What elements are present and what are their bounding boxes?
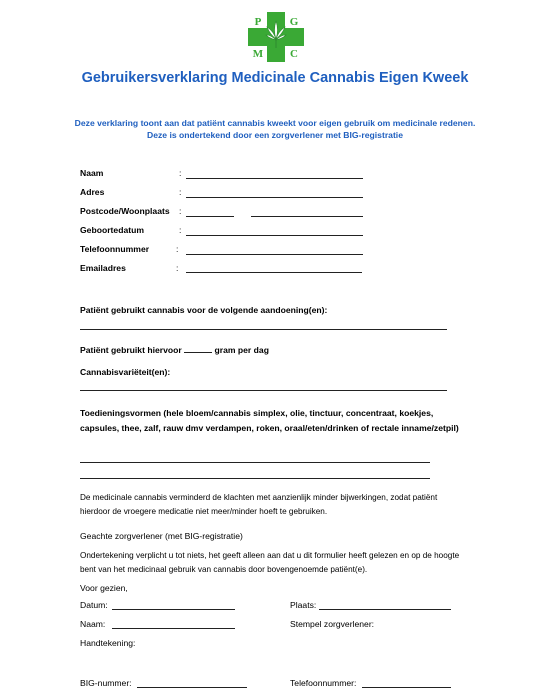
- logo-letter-p: P: [254, 16, 262, 28]
- variety-input-line[interactable]: [80, 390, 447, 391]
- logo-letter-g: G: [289, 16, 299, 28]
- emailadres-input-line[interactable]: [186, 272, 362, 273]
- administration-input-line-1[interactable]: [80, 462, 430, 463]
- field-label-postcode-woonplaats: Postcode/Woonplaats: [80, 206, 170, 216]
- naam-input-line[interactable]: [186, 178, 363, 179]
- field-label-adres: Adres: [80, 187, 105, 197]
- logo-letter-m: M: [252, 48, 264, 60]
- plaats-input-line[interactable]: [319, 609, 451, 610]
- naam-signer-input-line[interactable]: [112, 628, 235, 629]
- pgmc-logo: [248, 12, 304, 62]
- telefoonnummer-input-line[interactable]: [186, 254, 363, 255]
- field-colon: :: [179, 225, 182, 235]
- field-colon: :: [176, 263, 179, 273]
- telefoon-provider-input-line[interactable]: [362, 687, 451, 688]
- field-colon: :: [176, 244, 179, 254]
- intro-statement: Deze verklaring toont aan dat patiënt cannabis kweekt voor eigen gebruik om medicinale redenen. Deze is ondertekend door een zorgverlener met BIG-registratie: [74, 118, 476, 140]
- logo-letter-c: C: [290, 48, 298, 60]
- closing-text: Voor gezien,: [80, 583, 128, 593]
- field-label-telefoonnummer: Telefoonnummer: [80, 244, 150, 254]
- woonplaats-input-line[interactable]: [251, 216, 363, 217]
- field-label-naam: Naam: [80, 168, 104, 178]
- dosage-text-after: gram per dag: [214, 345, 269, 355]
- big-nummer-label: BIG-nummer:: [80, 678, 132, 688]
- field-colon: :: [179, 187, 182, 197]
- telefoon-provider-label: Telefoonnummer:: [290, 678, 357, 688]
- field-label-emailadres: Emailadres: [80, 263, 126, 273]
- stempel-label: Stempel zorgverlener:: [290, 619, 375, 629]
- plaats-label: Plaats:: [290, 600, 317, 610]
- administration-input-line-2[interactable]: [80, 478, 430, 479]
- administration-forms-text: Toedieningsvormen (hele bloem/cannabis simplex, olie, tinctuur, concentraat, koekjes, capsules, thee, zalf, rauw dmv verdampen, roken, oraal/eten/drinken of rectale inname/zetpil): [80, 408, 459, 433]
- condition-input-line[interactable]: [80, 329, 447, 330]
- variety-label: Cannabisvariëteit(en):: [80, 367, 171, 377]
- field-colon: :: [179, 168, 182, 178]
- datum-label: Datum:: [80, 600, 108, 610]
- dosage-text-before: Patiënt gebruikt hiervoor: [80, 345, 182, 355]
- datum-input-line[interactable]: [112, 609, 235, 610]
- signing-note: Ondertekening verplicht u tot niets, het geeft alleen aan dat u dit formulier heeft gelezen en op de hoogte bent van het medicinaal gebruik van cannabis door bovengenoemde patiënt(e).: [80, 551, 460, 574]
- big-nummer-input-line[interactable]: [137, 687, 247, 688]
- handtekening-label: Handtekening:: [80, 638, 136, 648]
- naam-signer-label: Naam:: [80, 619, 106, 629]
- geboortedatum-input-line[interactable]: [186, 235, 363, 236]
- effect-statement: De medicinale cannabis verminderd de klachten met aanzienlijk minder bijwerkingen, zodat patiënt hierdoor de vroegere medicatie niet meer/minder hoeft te gebruiken.: [80, 493, 438, 516]
- condition-label: Patiënt gebruikt cannabis voor de volgende aandoening(en):: [80, 305, 328, 315]
- adres-input-line[interactable]: [186, 197, 363, 198]
- provider-salutation: Geachte zorgverlener (met BIG-registratie): [80, 531, 243, 541]
- postcode-input-line[interactable]: [186, 216, 234, 217]
- dosage-amount-input-line[interactable]: [184, 344, 212, 353]
- dosage-line: [80, 344, 269, 356]
- field-colon: :: [179, 206, 182, 216]
- field-label-geboortedatum: Geboortedatum: [80, 225, 144, 235]
- document-title: Gebruikersverklaring Medicinale Cannabis Eigen Kweek: [81, 70, 469, 86]
